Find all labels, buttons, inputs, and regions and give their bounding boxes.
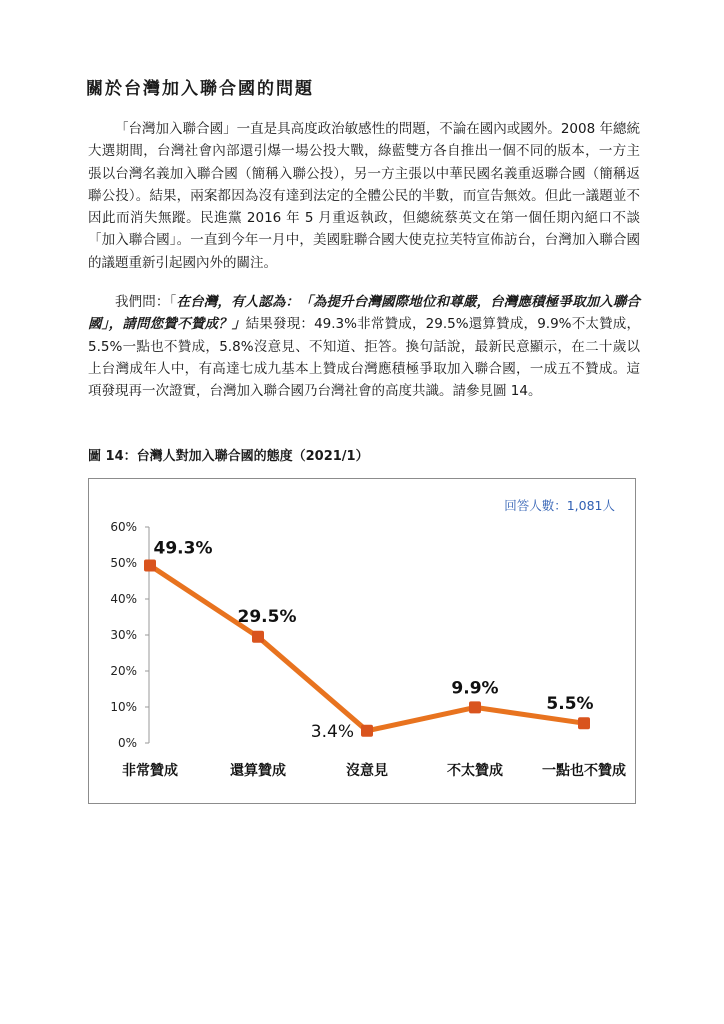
y-tick-label: 30% <box>110 628 137 642</box>
category-label: 一點也不贊成 <box>542 763 626 779</box>
findings-text: 結果發現：49.3%非常贊成，29.5%還算贊成，9.9%不太贊成，5.5%一點也不贊成，5.8%沒意見、不知道、拒答。換句話說，最新民意顯示，在二十歲以上台灣成年人中，有高達七成九基本上贊成台灣應積極爭取加入聯合國，一成五不贊成。這項發現再一次證實，台灣加入聯合國乃台灣社會的高度共識。請參見圖 14。 <box>88 316 640 400</box>
y-tick-label: 0% <box>117 736 137 750</box>
line-chart <box>89 479 635 803</box>
y-tick-label: 10% <box>110 700 137 714</box>
data-point <box>578 717 590 729</box>
section-heading: 關於台灣加入聯合國的問題 <box>86 79 314 99</box>
category-label: 非常贊成 <box>122 763 178 779</box>
figure-caption: 圖 14：台灣人對加入聯合國的態度（2021/1） <box>88 449 369 464</box>
paragraph-background: 「台灣加入聯合國」一直是具高度政治敏感性的問題，不論在國內或國外。2008 年總統大選期間，台灣社會內部還引爆一場公投大戰，綠藍雙方各自推出一個不同的版本，一方主張以台灣名義加入聯合國（簡稱入聯公投），另一方主張以中華民國名義重返聯合國（簡稱返聯公投）。結果，兩案都因為沒有達到法定的全體公民的半數，而宣告無效。但此一議題並不因此而消失無蹤。民進黨 2016 年 5 月重返執政，但總統蔡英文在第一個任期內絕口不談「加入聯合國」。一直到今年一月中，美國駐聯合國大使克拉芙特宣佈訪台，台灣加入聯合國的議題重新引起國內外的關注。 <box>88 121 640 271</box>
data-point <box>252 631 264 643</box>
chart-frame <box>88 478 636 804</box>
category-label: 不太贊成 <box>447 763 503 779</box>
y-tick-label: 50% <box>110 556 137 570</box>
data-label: 9.9% <box>451 678 499 699</box>
paragraph-findings <box>88 291 640 402</box>
question-intro: 我們問：「 <box>115 294 177 310</box>
y-tick-label: 40% <box>110 592 137 606</box>
category-label: 還算贊成 <box>230 763 286 779</box>
data-point <box>361 725 373 737</box>
data-label: 49.3% <box>153 538 213 559</box>
data-label: 3.4% <box>310 721 354 742</box>
y-tick-label: 60% <box>110 520 137 534</box>
data-point <box>469 701 481 713</box>
y-tick-label: 20% <box>110 664 137 678</box>
data-point <box>144 560 156 572</box>
data-label: 5.5% <box>546 694 594 715</box>
respondents-count: 回答人數：1,081人 <box>504 498 615 513</box>
data-label: 29.5% <box>237 606 297 627</box>
category-label: 沒意見 <box>346 763 388 779</box>
survey-question: 在台灣，有人認為：「為提升台灣國際地位和尊嚴，台灣應積極爭取加入聯合國」，請問您贊不贊成？」 <box>88 294 641 333</box>
series-line <box>150 566 584 731</box>
